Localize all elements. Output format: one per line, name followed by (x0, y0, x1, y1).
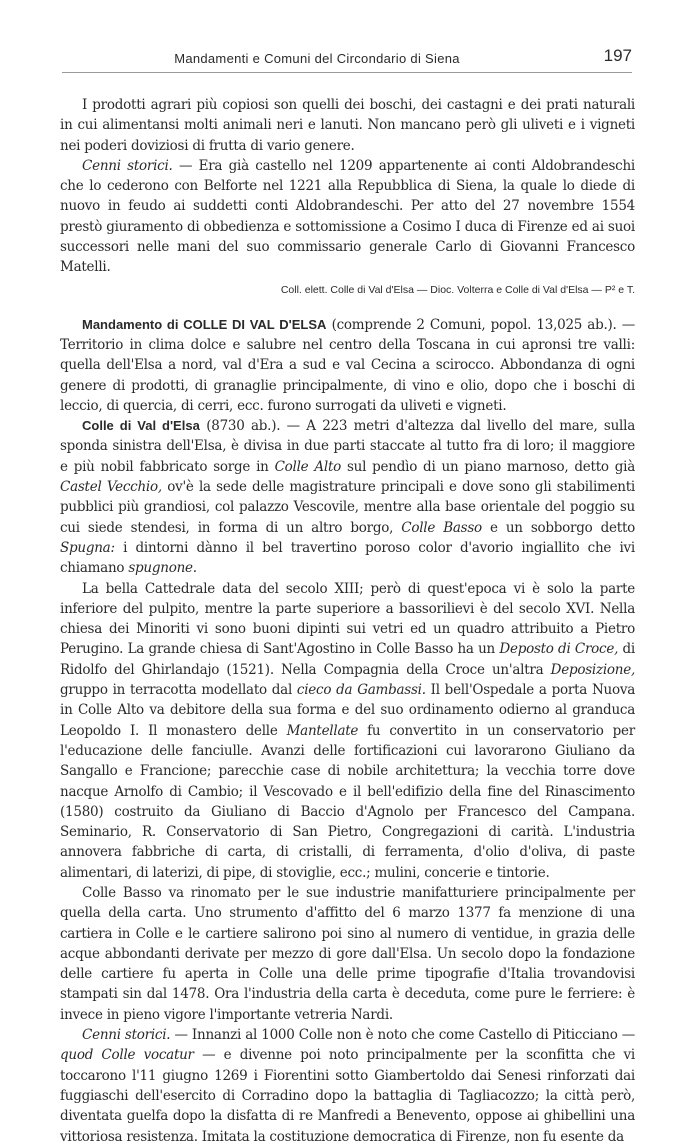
colle-heading: Colle di Val d'Elsa (82, 418, 200, 434)
historical-notes-label: Cenni storici. (82, 157, 173, 174)
colle-text-5: i dintorni dànno il bel travertino poroso color d'avorio ingiallito che ivi chiamano (60, 539, 635, 577)
cathedral-italic-4: Mantellate (286, 722, 359, 739)
paragraph-historical-notes-1 (60, 156, 635, 278)
colle-text-1: (8730 ab.). — A 223 metri d'altezza dal livello del mare, sulla sponda sinistra dell'Elsa, è divisa in due parti staccate al tutto fra di loro; il maggiore e più nobil fabbricato sorge in (60, 418, 635, 475)
colle-italic-4: Spugna: (60, 539, 115, 556)
cathedral-text-3: gruppo in terracotta modellato dal (60, 682, 297, 699)
running-header (62, 42, 632, 73)
paragraph-historical-notes-2 (60, 1025, 635, 1147)
cathedral-italic-2: Deposizione, (550, 661, 635, 678)
historical-notes-2-text-2: — e divenne poi noto principalmente per la sconfitta che vi toccarono l'11 giugno 1269 i Fiorentini sotto Giambertoldo dai Senesi rinforzati dai fuggiaschi dell'esercito di Corradino dopo la battaglia di Tagliacozzo; la città però, diventata guelfa dopo la disfatta di re Manfredi a Benevento, oppose ai ghibellini una vittoriosa resistenza. Imitata la costituzione democratica di Firenze, non fu esente da (60, 1047, 635, 1145)
cathedral-text-5: fu convertito in un conservatorio per l'educazione delle fanciulle. Avanzi delle fortificazioni cui lavorarono Giuliano da Sangallo e Francione; parecchie case di nobile architettura; la vecchia torre dove nacque Arnolfo di Cambio; il Vescovado e il bell'edifizio della fine del Rinascimento (1580) costruito da Giuliano di Baccio d'Agnolo per Francesco del Campana. Seminario, R. Conservatorio di San Pietro, Congregazioni di carità. L'industria annovera fabbriche di carta, di cristalli, di ferramenta, d'olio d'oliva, di paste alimentari, di laterizi, di pipe, di stoviglie, ecc.; mulini, concerie e tintorie. (60, 722, 635, 881)
cathedral-italic-1: Deposto di Croce, (499, 641, 619, 658)
page-number: 197 (603, 46, 632, 65)
cathedral-italic-3: cieco da Gambassi. (296, 682, 426, 699)
cathedral-text-2: di Ridolfo del Ghirlandajo (1521). Nella Compagnia della Croce un'altra (60, 641, 635, 678)
mandamento-text: (comprende 2 Comuni, popol. 13,025 ab.). — Territorio in clima dolce e salubre nel centro della Toscana in cui apronsi tre valli: quella dell'Elsa a nord, val d'Era a sud e val Cecina a scirocco. Abbondanza di ogni genere di prodotti, di granaglie principalmente, di vino e olio, dopo che i boschi di leccio, di quercia, di cerri, ecc. furono surrogati da uliveti e vigneti. (60, 316, 635, 414)
cathedral-text-1: La bella Cattedrale data del secolo XIII; però di quest'epoca vi è solo la parte inferiore del pulpito, mentre la parte superiore a bassorilievi è del secolo XVI. Nella chiesa dei Minoriti vi sono buoni dipinti sui vetri ed un quadro attribuito a Pietro Perugino. La grande chiesa di Sant'Agostino in Colle Basso ha un (60, 580, 635, 658)
mandamento-heading: Mandamento di COLLE DI VAL D'ELSA (82, 316, 327, 332)
historical-notes-text: — Era già castello nel 1209 appartenente ai conti Aldobrandeschi che lo cederono con Belforte nel 1221 alla Repubblica di Siena, la quale lo diede di nuovo in feudo ai suddetti conti Aldobrandeschi. Per atto del 27 novembre 1554 prestò giuramento di obbedienza e sottomissione a Cosimo I duca di Firenze ed ai suoi successori nelle mani del suo commissario generale Carlo di Giovanni Francesco Matelli. (60, 157, 635, 276)
colle-text-4: e un sobborgo detto (481, 519, 635, 536)
colle-text-3: ov'è la sede delle magistrature principali e dove sono gli stabilimenti pubblici più grandiosi, col palazzo Vescovile, mentre alla base orientale del poggio su cui siede stendesi, in forma di un altro borgo, (60, 479, 635, 536)
paragraph-paper-industry: Colle Basso va rinomato per le sue industrie manifatturiere principalmente per quella della carta. Uno strumento d'affitto del 6 marzo 1377 fa menzione di una cartiera in Colle e le cartiere salirono poi sino al numero di ventidue, in grazia delle acque abbondanti derivate per mezzo di gore dall'Elsa. Un secolo dopo la fondazione delle cartiere fu aperta in Colle una delle prime tipografie d'Italia trovandovisi stampati sin dal 1478. Ora l'industria della carta è deceduta, come pure le ferriere: è invece in pieno vigore l'importante vetreria Nardi. (60, 884, 635, 1023)
page-body (60, 95, 635, 1147)
historical-notes-2-label: Cenni storici. (82, 1027, 171, 1044)
colle-text-2: sul pendìo di un piano marnoso, detto già (341, 458, 635, 475)
colle-italic-2: Castel Vecchio, (60, 479, 162, 496)
paragraph-mandamento (60, 315, 635, 416)
cathedral-text-4: Il bell'Ospedale a porta Nuova in Colle Alto va debitore della sua forma e del suo ordinamento odierno al granduca Leopoldo I. Il monastero delle (60, 682, 636, 739)
electoral-citation: Coll. elett. Colle di Val d'Elsa — Dioc. Volterra e Colle di Val d'Elsa — P² e T. (280, 283, 635, 296)
colle-italic-1: Colle Alto (274, 458, 341, 475)
historical-notes-2-italic: quod Colle vocatur (60, 1047, 194, 1064)
colle-italic-3: Colle Basso (401, 519, 482, 536)
colle-italic-5: spugnone. (128, 560, 197, 577)
historical-notes-2-text-1: — Innanzi al 1000 Colle non è noto che come Castello di Piticciano — (170, 1027, 635, 1044)
paragraph-colle-town (60, 416, 635, 578)
paragraph-cathedral (60, 579, 635, 883)
paragraph-agricultural-products: I prodotti agrari più copiosi son quelli dei boschi, dei castagni e dei prati naturali in cui alimentansi molti animali neri e lanuti. Non mancano però gli uliveti e i vigneti nei poderi doviziosi di frutta di vario genere. (60, 97, 635, 154)
running-title: Mandamenti e Comuni del Circondario di Siena (174, 51, 460, 66)
